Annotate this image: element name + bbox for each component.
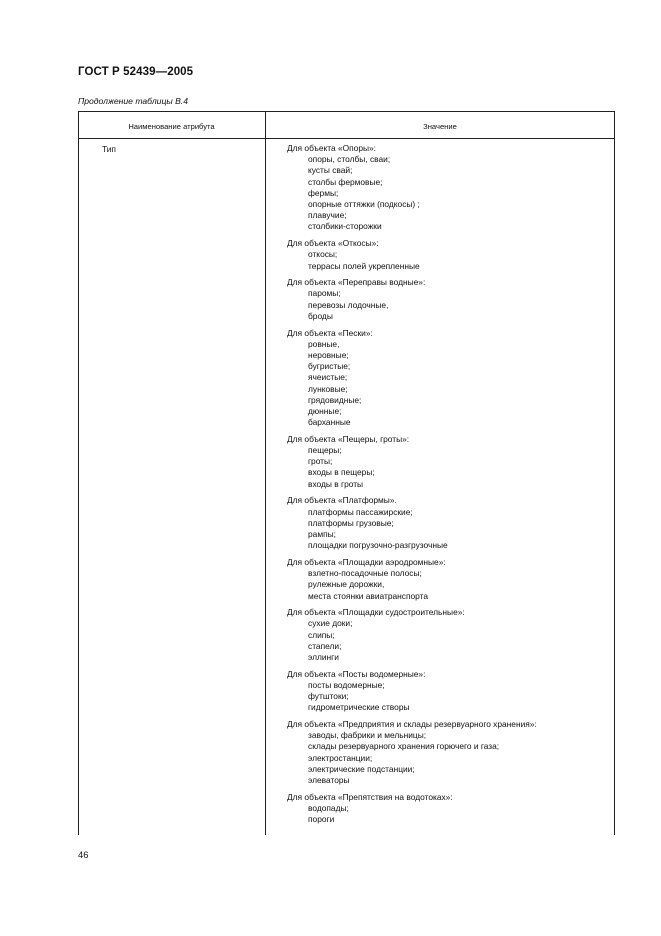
value-item: дюнные; <box>308 405 342 416</box>
attribute-name-cell: Тип <box>102 144 116 154</box>
value-group-title: Для объекта «Платформы». <box>287 495 397 506</box>
value-item: пещеры; <box>308 445 342 456</box>
value-item: футштоки; <box>308 691 349 702</box>
value-group <box>287 328 607 429</box>
value-group <box>287 277 607 322</box>
table-column-divider <box>265 111 266 835</box>
value-item: броды <box>308 310 333 321</box>
value-item: заводы, фабрики и мельницы; <box>308 730 427 741</box>
value-cell <box>287 143 607 831</box>
value-group-title: Для объекта «Пески»: <box>287 327 373 338</box>
table-top-border <box>78 111 615 112</box>
value-group <box>287 238 607 272</box>
value-group-title: Для объекта «Опоры»: <box>287 143 377 153</box>
value-item: барханные <box>308 417 351 428</box>
value-item: сухие доки; <box>308 618 353 629</box>
document-header: ГОСТ Р 52439—2005 <box>78 66 194 78</box>
value-group-title: Для объекта «Откосы»: <box>287 238 379 249</box>
attribute-table <box>78 111 615 835</box>
value-item: гроты; <box>308 456 333 467</box>
value-group <box>287 607 607 663</box>
value-item: входы в пещеры; <box>308 467 375 478</box>
column-header-value: Значение <box>423 122 457 131</box>
value-item: электрические подстанции; <box>308 763 415 774</box>
value-group-title: Для объекта «Посты водомерные»: <box>287 668 426 679</box>
page-number: 46 <box>78 849 89 860</box>
value-item: опорные оттяжки (подкосы) ; <box>308 199 420 210</box>
value-item: столбы фермовые; <box>308 176 383 187</box>
table-left-border <box>78 111 79 835</box>
value-item: паромы; <box>308 288 341 299</box>
value-item: ровные, <box>308 338 340 349</box>
value-item: входы в гроты <box>308 478 364 489</box>
value-item: перевозы лодочные, <box>308 299 389 310</box>
value-item: бугристые; <box>308 361 351 372</box>
value-item: плавучие; <box>308 210 347 221</box>
value-item: слипы; <box>308 629 335 640</box>
value-item: лунковые; <box>308 383 348 394</box>
value-group <box>287 495 607 551</box>
value-group <box>287 669 607 714</box>
value-group-title: Для объекта «Пещеры, гроты»: <box>287 433 410 444</box>
value-item: платформы грузовые; <box>308 517 394 528</box>
value-item: взлетно-посадочные полосы; <box>308 568 422 579</box>
value-item: электростанции; <box>308 752 373 763</box>
value-item: рулежные дорожки, <box>308 579 385 590</box>
value-item: рампы; <box>308 529 336 539</box>
value-item: гидрометрические створы <box>308 702 410 713</box>
value-group-title: Для объекта «Предприятия и склады резервуарного хранения»: <box>287 719 537 730</box>
value-group <box>287 434 607 490</box>
value-item: места стоянки авиатранспорта <box>308 590 429 601</box>
value-item: платформы пассажирские; <box>308 506 413 517</box>
value-item: фермы; <box>308 187 339 198</box>
value-item: столбики-сторожки <box>308 221 382 232</box>
value-item: пороги <box>308 814 335 825</box>
value-item: склады резервуарного хранения горючего и газа; <box>308 741 500 752</box>
value-item: площадки погрузочно-разгрузочные <box>308 540 448 551</box>
value-item: водопады; <box>308 802 349 813</box>
value-item: кусты свай; <box>308 165 353 176</box>
column-header-attribute-name: Наименование атрибута <box>128 122 215 131</box>
value-group <box>287 143 607 233</box>
value-item: ячеистые; <box>308 372 348 383</box>
value-item: стапели; <box>308 640 342 651</box>
value-item: грядовидные; <box>308 394 362 405</box>
value-item: неровные; <box>308 349 349 360</box>
table-right-border <box>614 111 615 835</box>
value-item: посты водомерные; <box>308 679 385 690</box>
table-header-divider <box>78 138 615 139</box>
value-item: опоры, столбы, сваи; <box>308 154 391 165</box>
value-group-title: Для объекта «Площадки аэродромные»: <box>287 556 446 567</box>
value-item: откосы; <box>308 249 338 260</box>
value-group-title: Для объекта «Препятствия на водотоках»: <box>287 791 453 802</box>
value-item: эллинги <box>308 652 339 663</box>
value-group <box>287 557 607 602</box>
value-group <box>287 792 607 826</box>
table-caption: Продолжение таблицы В.4 <box>78 96 188 106</box>
value-group-title: Для объекта «Переправы водные»: <box>287 277 426 288</box>
value-group <box>287 719 607 786</box>
value-item: элеваторы <box>308 775 350 786</box>
value-group-title: Для объекта «Площадки судостроительные»: <box>287 607 465 618</box>
value-item: террасы полей укрепленные <box>308 260 420 271</box>
